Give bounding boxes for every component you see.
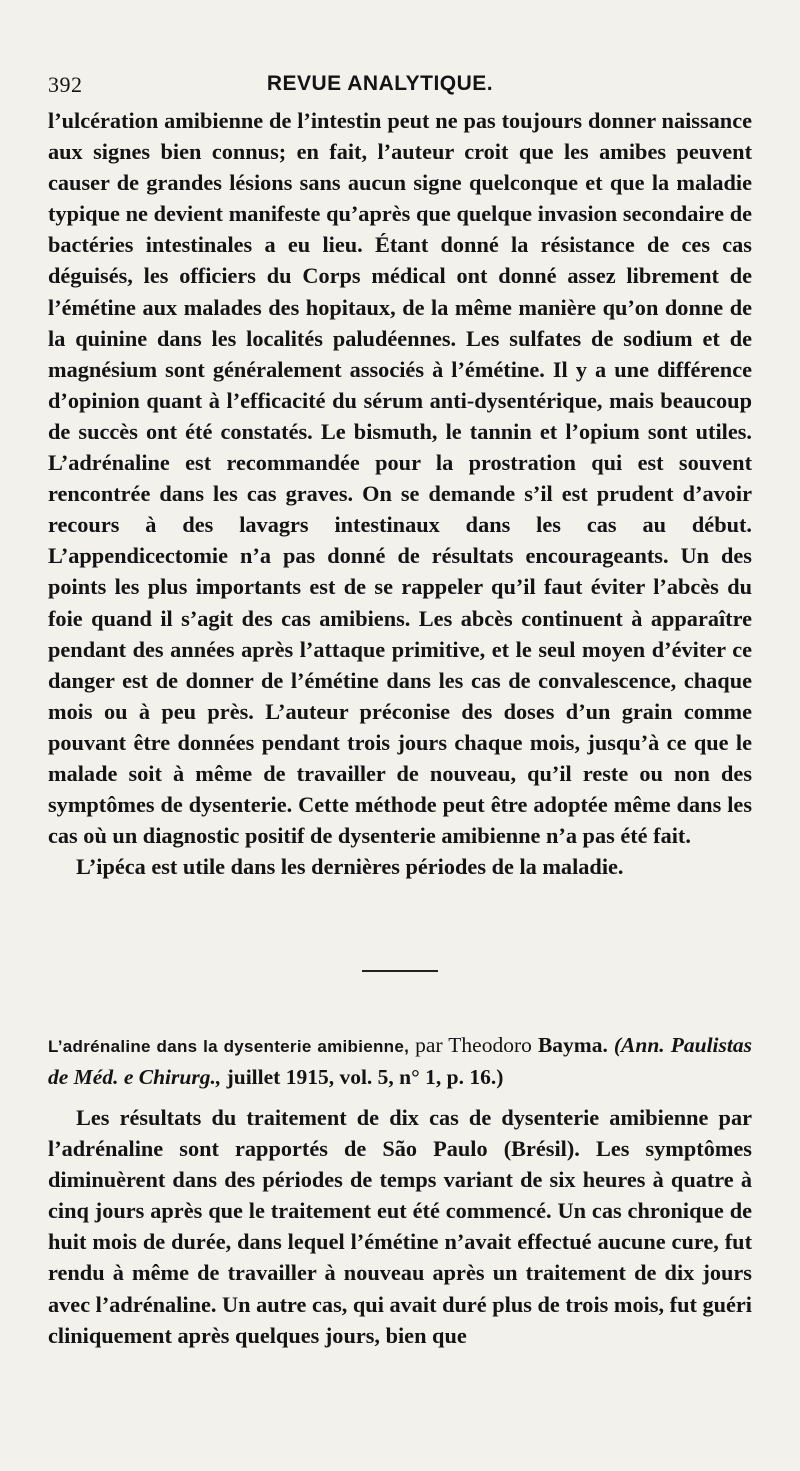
article-title: L’adrénaline dans la dysenterie amibienne, <box>48 1037 410 1056</box>
page-header <box>48 70 752 104</box>
article-citation <box>48 1030 752 1093</box>
body-paragraph: Les résultats du traitement de dix cas de dysenterie amibienne par l’adrénaline sont rapportés de São Paulo (Brésil). Les symptômes diminuèrent dans des périodes de temps variant de six heures à quatre à cinq jours après que le traitement eut été commencé. Un cas chronique de huit mois de durée, dans lequel l’émétine n’avait effectué aucune cure, fut rendu à même de travailler à nouveau après un traitement de dix jours avec l’adrénaline. Un autre cas, qui avait duré plus de trois mois, fut guéri cliniquement après quelques jours, bien que <box>48 1105 753 1348</box>
citation-by: par Theodoro <box>409 1033 538 1057</box>
body-paragraph: l’ulcération amibienne de l’intestin peut ne pas toujours donner naissance aux signes bien connus; en fait, l’auteur croit que les amibes peuvent causer de grandes lésions sans aucun signe quelconque et que la maladie typique ne devient manifeste qu’après que quelque invasion secondaire de bactéries intestinales a eu lieu. Étant donné la résistance de ces cas déguisés, les officiers du Corps médical ont donné assez librement de l’émétine aux malades des hopitaux, de la même manière qu’on donne de la quinine dans les localités paludéennes. Les sulfates de sodium et de magnésium sont généralement associés à l’émétine. Il y a une différence d’opinion quant à l’efficacité du sérum anti-dysentérique, mais beaucoup de succès ont été constatés. Le bismuth, le tannin et l’opium sont utiles. L’adrénaline est recommandée pour la prostration qui est souvent rencontrée dans les cas graves. On se demande s’il est prudent d’avoir recours à des lavagrs intestinaux dans les cas au début. L’appendicectomie n’a pas donné de résultats encourageants. Un des points les plus importants est de se rappeler qu’il faut éviter l’abcès du foie quand il s’agit des cas amibiens. Les abcès continuent à apparaître pendant des années après l’attaque primitive, et le seul moyen d’éviter ce danger est de donner de l’émétine dans les cas de convalescence, chaque mois ou à peu près. L’auteur préconise des doses d’un grain comme pouvant être données pendant trois jours chaque mois, jusqu’à ce que le malade soit à même de travailler de nouveau, qu’il reste ou non des symptômes de dysenterie. Cette méthode peut être adoptée même dans les cas où un diagnostic positif de dysenterie amibienne n’a pas été fait. <box>48 108 752 849</box>
article-author: Bayma. <box>537 1033 608 1057</box>
section-divider <box>362 970 438 972</box>
body-paragraph: L’ipéca est utile dans les dernières périodes de la maladie. <box>76 854 624 880</box>
journal-name: (Ann. Paulistas de Méd. e Chirurg., <box>48 1033 752 1089</box>
running-head: REVUE ANALYTIQUE. <box>266 72 494 95</box>
page-number: 392 <box>48 72 83 97</box>
article-body <box>48 1102 752 1351</box>
article-continuation <box>48 105 752 882</box>
citation-details: juillet 1915, vol. 5, n° 1, p. 16.) <box>221 1065 504 1089</box>
